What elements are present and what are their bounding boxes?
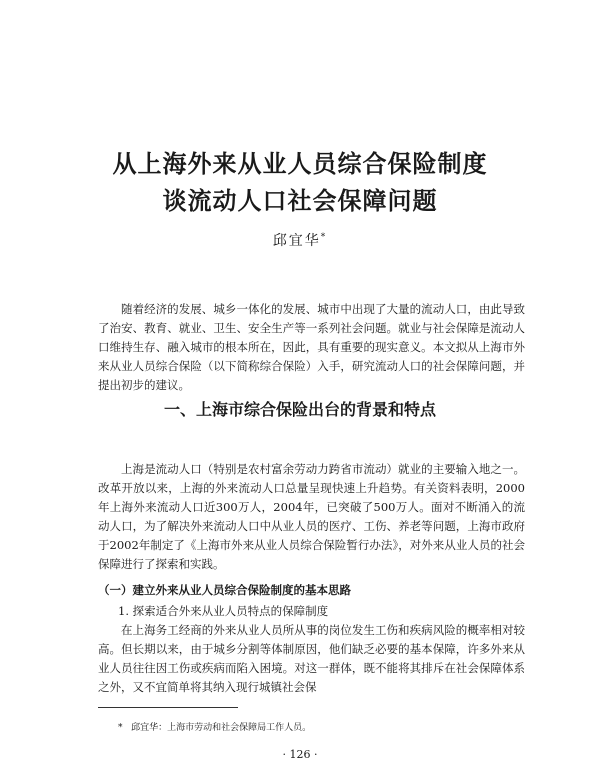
author-footnote-mark: * <box>320 232 328 243</box>
title-line-1: 从上海外来从业人员综合保险制度 <box>112 150 488 178</box>
author <box>0 230 600 250</box>
footnote-divider <box>98 707 238 708</box>
subheading-2: 1. 探索适合外来从业人员特点的保障制度 <box>118 604 329 618</box>
abstract-paragraph: 随着经济的发展、城乡一体化的发展、城市中出现了大量的流动人口，由此导致了治安、教育、就业、卫生、安全生产等一系列社会问题。就业与社会保障是流动人口维持生存、融入城市的根本所在，因此，具有重要的现实意义。本文拟从上海市外来从业人员综合保险（以下简称综合保险）入手，研究流动人口的社会保障问题，并提出初步的建议。 <box>98 302 525 392</box>
footnote <box>118 720 518 733</box>
footnote-mark: * <box>118 723 123 733</box>
body-paragraph-2: 在上海务工经商的外来从业人员所从事的岗位发生工伤和疾病风险的概率相对较高。但长期以来，由于城乡分割等体制原因，他们缺乏必要的基本保障，许多外来从业人员往往因工伤或疾病而陷入困境。对这一群体，既不能将其排斥在社会保障体系之外，又不宜简单将其纳入现行城镇社会保 <box>98 623 525 694</box>
footnote-text: 邱宜华：上海市劳动和社会保障局工作人员。 <box>131 723 312 733</box>
subheading-1: （一）建立外来从业人员综合保险制度的基本思路 <box>98 583 351 597</box>
author-name: 邱宜华 <box>272 233 321 249</box>
page-number: · 126 · <box>282 748 318 761</box>
section-heading: 一、上海市综合保险出台的背景和特点 <box>163 400 436 419</box>
body-paragraph-1: 上海是流动人口（特别是农村富余劳动力跨省市流动）就业的主要输入地之一。改革开放以来，上海的外来流动人口总量呈现快速上升趋势。有关资料表明，2000年上海外来流动人口近300万人，2004年，已突破了500万人。面对不断涌入的流动人口，为了解决外来流动人口中从业人员的医疗、工伤、养老等问题，上海市政府于2002年制定了《上海市外来从业人员综合保险暂行办法》，对外来从业人员的社会保障进行了探索和实践。 <box>98 462 525 571</box>
title-line-2: 谈流动人口社会保障问题 <box>162 187 438 215</box>
